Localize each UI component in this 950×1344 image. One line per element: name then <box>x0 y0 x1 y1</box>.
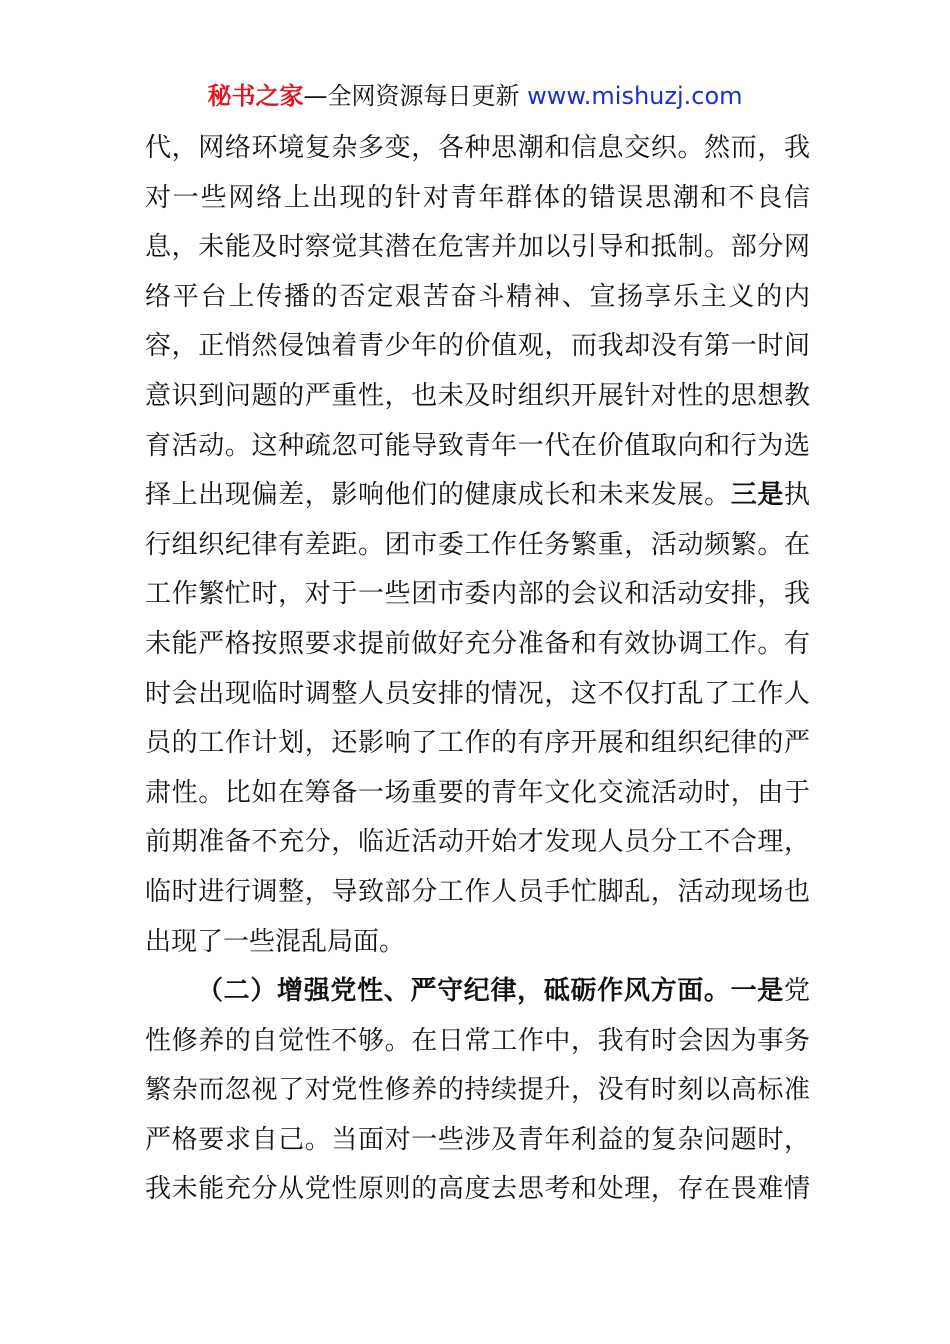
text-line: 对一些网络上出现的针对青年群体的错误思潮和不良信 <box>145 182 810 213</box>
text-line: 工作繁忙时，对于一些团市委内部的会议和活动安排，我 <box>145 579 810 610</box>
site-header <box>0 78 950 114</box>
text-line: 性修养的自觉性不够。在日常工作中，我有时会因为事务 <box>145 1025 810 1056</box>
section-heading-line: （二）增强党性、严守纪律，砥砺作风方面。一是党 <box>197 976 810 1007</box>
text-line: 择上出现偏差，影响他们的健康成长和未来发展。三是执 <box>145 480 810 511</box>
text-line: 繁杂而忽视了对党性修养的持续提升，没有时刻以高标准 <box>145 1075 810 1106</box>
document-body <box>145 124 810 1215</box>
site-url-link[interactable]: www.mishuzj.com <box>527 82 743 110</box>
text-line: 未能严格按照要求提前做好充分准备和有效协调工作。有 <box>145 628 810 659</box>
text-line: 肃性。比如在筹备一场重要的青年文化交流活动时，由于 <box>145 777 810 808</box>
text-line: 员的工作计划，还影响了工作的有序开展和组织纪律的严 <box>145 728 810 759</box>
text-line: 育活动。这种疏忽可能导致青年一代在价值取向和行为选 <box>145 430 810 461</box>
text-line: 时会出现临时调整人员安排的情况，这不仅打乱了工作人 <box>145 678 810 709</box>
text-line: 代，网络环境复杂多变，各种思潮和信息交织。然而，我 <box>145 133 810 163</box>
text-line: 我未能充分从党性原则的高度去思考和处理，存在畏难情 <box>145 1174 810 1205</box>
text-line: 络平台上传播的否定艰苦奋斗精神、宣扬享乐主义的内 <box>145 281 810 312</box>
section-heading: （二）增强党性、严守纪律，砥砺作风方面。一是 <box>197 976 784 1007</box>
text-line: 前期准备不充分，临近活动开始才发现人员分工不合理， <box>145 827 810 858</box>
site-tagline: —全网资源每日更新 <box>303 82 528 110</box>
text-line: 严格要求自己。当面对一些涉及青年利益的复杂问题时， <box>145 1124 810 1155</box>
text-line: 行组织纪律有差距。团市委工作任务繁重，活动频繁。在 <box>145 529 810 560</box>
text-line: 意识到问题的严重性，也未及时组织开展针对性的思想教 <box>145 380 810 411</box>
text-line: 临时进行调整，导致部分工作人员手忙脚乱，活动现场也 <box>145 876 810 907</box>
text-line: 出现了一些混乱局面。 <box>145 926 406 957</box>
site-brand: 秘书之家 <box>207 82 304 110</box>
text-line: 容，正悄然侵蚀着青少年的价值观，而我却没有第一时间 <box>145 331 810 362</box>
text-line: 息，未能及时察觉其潜在危害并加以引导和抵制。部分网 <box>145 232 810 263</box>
bold-marker: 三是 <box>730 480 784 511</box>
